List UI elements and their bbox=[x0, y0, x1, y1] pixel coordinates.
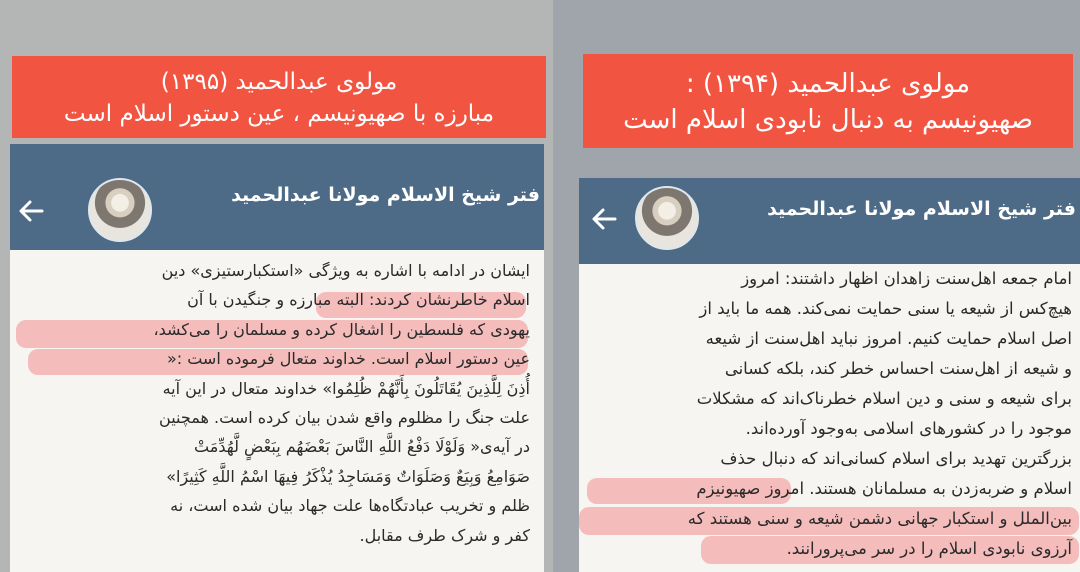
left-text-line: عین دستور اسلام است. خداوند متعال فرموده است :« bbox=[166, 349, 530, 369]
right-text-line: برای شیعه و سنی و دین اسلام خطرناک‌اند که مشکلات bbox=[696, 389, 1072, 408]
left-text-line: اسلام خاطرنشان کردند: البته مبارزه و جنگیدن با آن bbox=[187, 290, 530, 310]
left-text-line: أُذِنَ لِلَّذِينَ يُقَاتَلُونَ بِأَنَّهُمْ ظُلِمُوا» خداوند متعال در این آیه bbox=[162, 378, 530, 398]
left-caption-line2: مبارزه با صهیونیسم ، عین دستور اسلام است bbox=[63, 101, 495, 127]
left-text-line: ظلم و تخریب عبادتگاه‌ها علت جهاد بیان شده است، نه bbox=[170, 496, 530, 516]
right-text-line: امام جمعه اهل‌سنت زاهدان اظهار داشتند: امروز bbox=[741, 269, 1072, 288]
left-caption-banner bbox=[12, 56, 546, 138]
left-text-line: کفر و شرک طرف مقابل. bbox=[359, 525, 530, 545]
right-channel-title[interactable]: فتر شیخ الاسلام مولانا عبدالحمید bbox=[767, 198, 1076, 220]
left-text-line: علت جنگ را مظلوم واقع شدن بیان کرده است. همچنین bbox=[159, 408, 530, 428]
right-text-line: موجود را در کشورهای اسلامی به‌وجود آورده‌اند. bbox=[745, 419, 1072, 438]
right-text-line: بین‌الملل و استکبار جهانی دشمن شیعه و سنی هستند که bbox=[687, 509, 1072, 528]
left-text-line: ایشان در ادامه با اشاره به ویژگی «استکبارستیزی» دین bbox=[161, 261, 530, 280]
left-text-line: یهودی که فلسطین را اشغال کرده و مسلمان را می‌کشد، bbox=[153, 319, 530, 339]
left-app-header bbox=[10, 144, 544, 250]
right-text-line: بزرگترین تهدید برای اسلام کسانی‌اند که دنبال حذف bbox=[720, 449, 1072, 468]
right-text-line: آرزوی نابودی اسلام را در سر می‌پرورانند. bbox=[786, 539, 1072, 558]
right-text-line: اصل اسلام حمایت کنیم. امروز نباید اهل‌سنت از شیعه bbox=[705, 329, 1072, 348]
right-caption-line2: صهیونیسم به دنبال نابودی اسلام است bbox=[623, 105, 1033, 135]
back-arrow-icon[interactable] bbox=[16, 196, 46, 226]
left-channel-title[interactable]: فتر شیخ الاسلام مولانا عبدالحمید bbox=[231, 184, 540, 206]
left-text-line: صَوَامِعُ وَبِيَعٌ وَصَلَوَاتٌ وَمَسَاجِدُ يُذْكَرُ فِيهَا اسْمُ اللَّهِ كَثِيرًا» bbox=[166, 466, 530, 486]
back-arrow-icon[interactable] bbox=[589, 204, 619, 234]
right-caption-line1: مولوی عبدالحمید (۱۳۹۴) : bbox=[685, 69, 971, 99]
right-avatar[interactable] bbox=[635, 186, 699, 250]
right-app-header bbox=[579, 178, 1080, 264]
right-text-line: هیچ‌کس از شیعه یا سنی حمایت نمی‌کند. همه ما باید از bbox=[699, 299, 1072, 318]
left-caption-line1: مولوی عبدالحمید (۱۳۹۵) bbox=[160, 69, 398, 95]
left-text-line: در آیه‌ی« وَلَوْلَا دَفْعُ اللَّهِ النَّاسَ بَعْضَهُم بِبَعْضٍ لَّهُدِّمَتْ bbox=[194, 437, 530, 457]
right-text-line: اسلام و ضربه‌زدن به مسلمانان هستند. امروز صهیونیزم bbox=[696, 479, 1072, 498]
right-caption-banner bbox=[583, 54, 1073, 148]
left-avatar[interactable] bbox=[88, 178, 152, 242]
right-message-body bbox=[579, 264, 1080, 572]
right-text-line: و شیعه از اهل‌سنت احساس خطر کند، بلکه کسانی bbox=[724, 359, 1072, 378]
left-message-body bbox=[10, 250, 544, 572]
right-screenshot-panel bbox=[553, 0, 1080, 572]
